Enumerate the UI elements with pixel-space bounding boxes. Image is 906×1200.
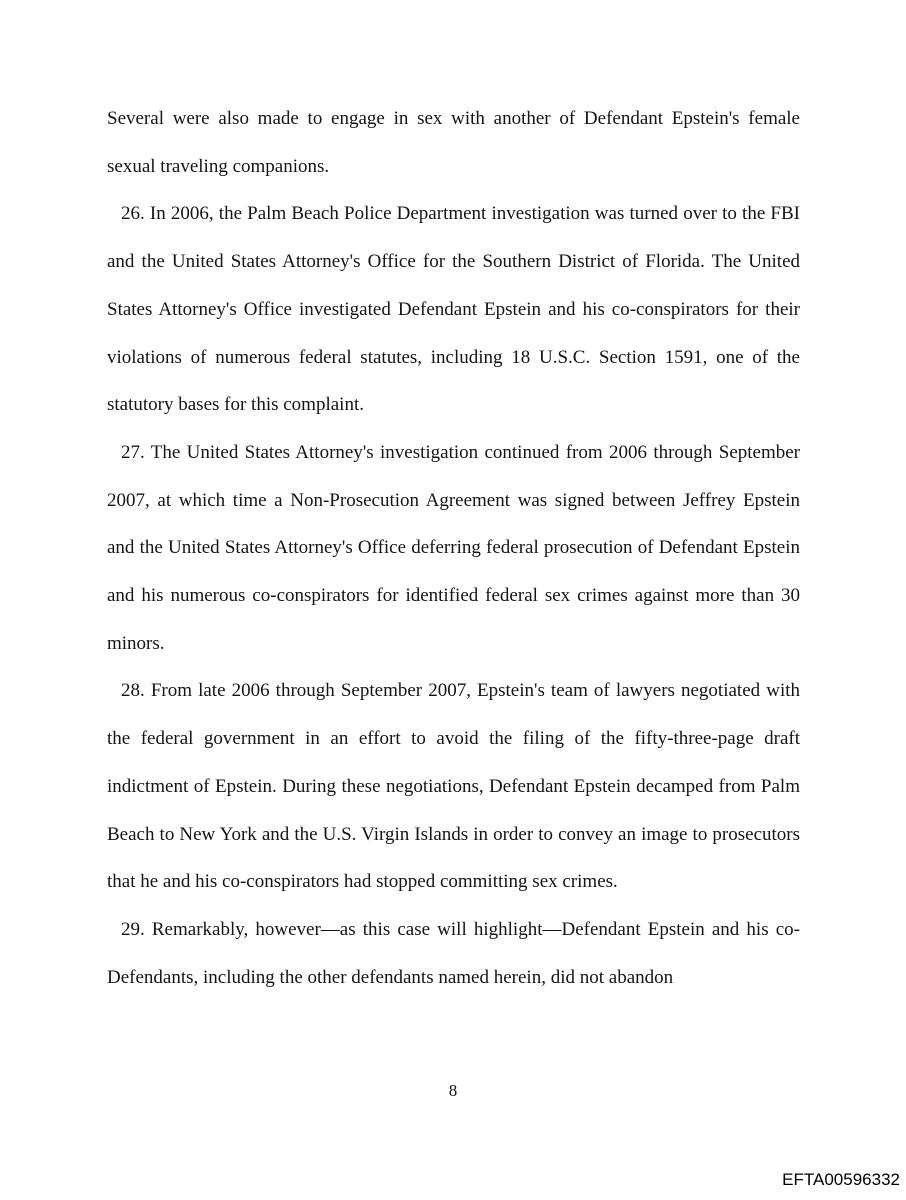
paragraph-29: 29. Remarkably, however—as this case will highlight—Defendant Epstein and his co-Defendants, including the other defendants named herein, did not abandon xyxy=(107,918,800,988)
paragraph-28: 28. From late 2006 through September 2007, Epstein's team of lawyers negotiated with the federal government in an effort to avoid the filing of the fifty-three-page draft indictment of Epstein. During these negotiations, Defendant Epstein decamped from Palm Beach to New York and the U.S. Virgin Islands in order to convey an image to prosecutors that he and his co-conspirators had stopped committing sex crimes. xyxy=(107,680,800,893)
bates-number: EFTA00596332 xyxy=(782,1170,900,1189)
paragraph-26: 26. In 2006, the Palm Beach Police Department investigation was turned over to the FBI and the United States Attorney's Office for the Southern District of Florida. The United States Attorney's Office investigated Defendant Epstein and his co-conspirators for their violations of numerous federal statutes, including 18 U.S.C. Section 1591, one of the statutory bases for this complaint. xyxy=(107,203,800,416)
paragraph-continuation: Several were also made to engage in sex with another of Defendant Epstein's female sexual traveling companions. xyxy=(107,108,800,177)
body-text xyxy=(107,95,800,1001)
page-number: 8 xyxy=(448,1081,458,1100)
paragraph-27: 27. The United States Attorney's investigation continued from 2006 through September 2007, at which time a Non-Prosecution Agreement was signed between Jeffrey Epstein and the United States Attorney's Office deferring federal prosecution of Defendant Epstein and his numerous co-conspirators for identified federal sex crimes against more than 30 minors. xyxy=(107,441,800,654)
